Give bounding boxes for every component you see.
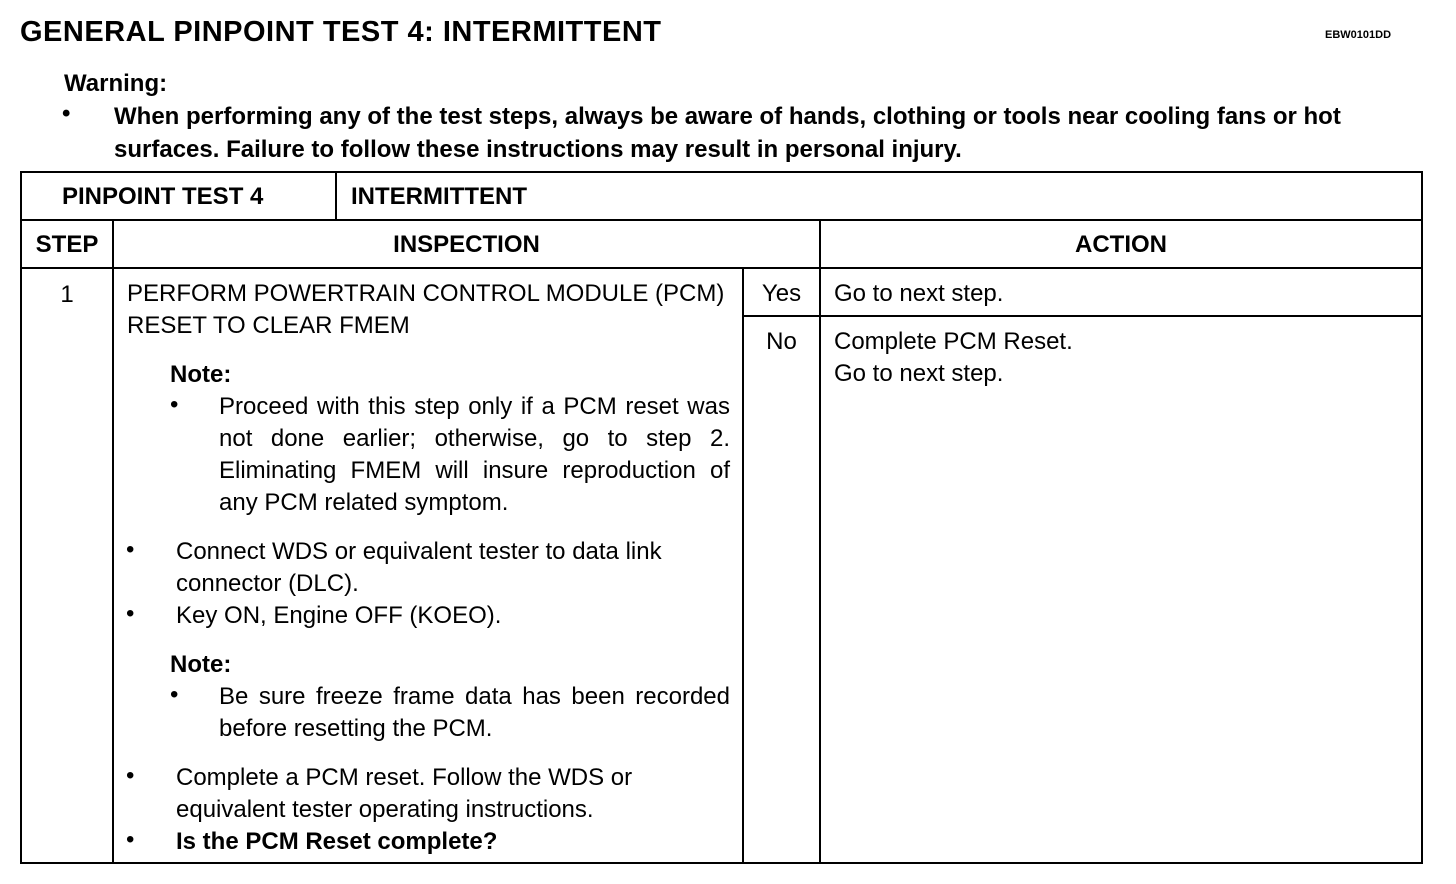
note-label: Note: [170, 361, 232, 388]
inspection-bullet: Connect WDS or equivalent tester to data link connector (DLC). [176, 538, 662, 597]
bullet-icon: • [170, 391, 179, 418]
test-name: INTERMITTENT [351, 183, 527, 210]
col-action: ACTION [1075, 231, 1167, 258]
table-border [20, 171, 22, 864]
table-border [20, 171, 1423, 173]
no-action-2: Go to next step. [834, 360, 1004, 387]
bullet-icon: • [126, 600, 135, 627]
answer-no: No [766, 328, 797, 355]
table-border [1421, 171, 1423, 864]
table-divider [112, 219, 114, 864]
warning-text: When performing any of the test steps, always be aware of hands, clothing or tools near cooling fans or hot surfaces. Failure to follow these instructions may result in personal injury. [114, 103, 1341, 163]
test-label: PINPOINT TEST 4 [62, 183, 264, 210]
inspection-question: Is the PCM Reset complete? [176, 828, 498, 855]
answer-yes: Yes [761, 280, 802, 307]
table-divider [20, 219, 1423, 221]
warning-label: Warning: [64, 70, 168, 97]
note-text: Proceed with this step only if a PCM reset was not done earlier; otherwise, go to step 2. Eliminating FMEM will insure reproduction of any PCM related symptom. [219, 393, 730, 516]
note-text: Be sure freeze frame data has been recorded before resetting the PCM. [219, 683, 730, 742]
no-action-1: Complete PCM Reset. [834, 328, 1073, 355]
table-divider [20, 267, 1423, 269]
yes-action: Go to next step. [834, 280, 1004, 307]
inspection-bullet: Key ON, Engine OFF (KOEO). [176, 602, 502, 629]
bullet-icon: • [126, 536, 135, 563]
table-border [20, 862, 1423, 864]
bullet-icon: • [62, 100, 71, 127]
document-code: EBW0101DD [1325, 29, 1392, 41]
table-divider [742, 315, 1423, 317]
col-step: STEP [35, 231, 99, 258]
note-label: Note: [170, 651, 232, 678]
bullet-icon: • [170, 681, 179, 708]
step-heading: PERFORM POWERTRAIN CONTROL MODULE (PCM) RESET TO CLEAR FMEM [127, 280, 725, 339]
table-divider [335, 171, 337, 220]
inspection-bullet: Complete a PCM reset. Follow the WDS or equivalent tester operating instructions. [176, 764, 633, 823]
page-title: GENERAL PINPOINT TEST 4: INTERMITTENT [20, 16, 662, 48]
table-divider [742, 267, 744, 864]
step-number: 1 [60, 281, 74, 308]
bullet-icon: • [126, 762, 135, 789]
bullet-icon: • [126, 826, 135, 853]
col-inspection: INSPECTION [393, 231, 540, 258]
table-divider [819, 219, 821, 864]
